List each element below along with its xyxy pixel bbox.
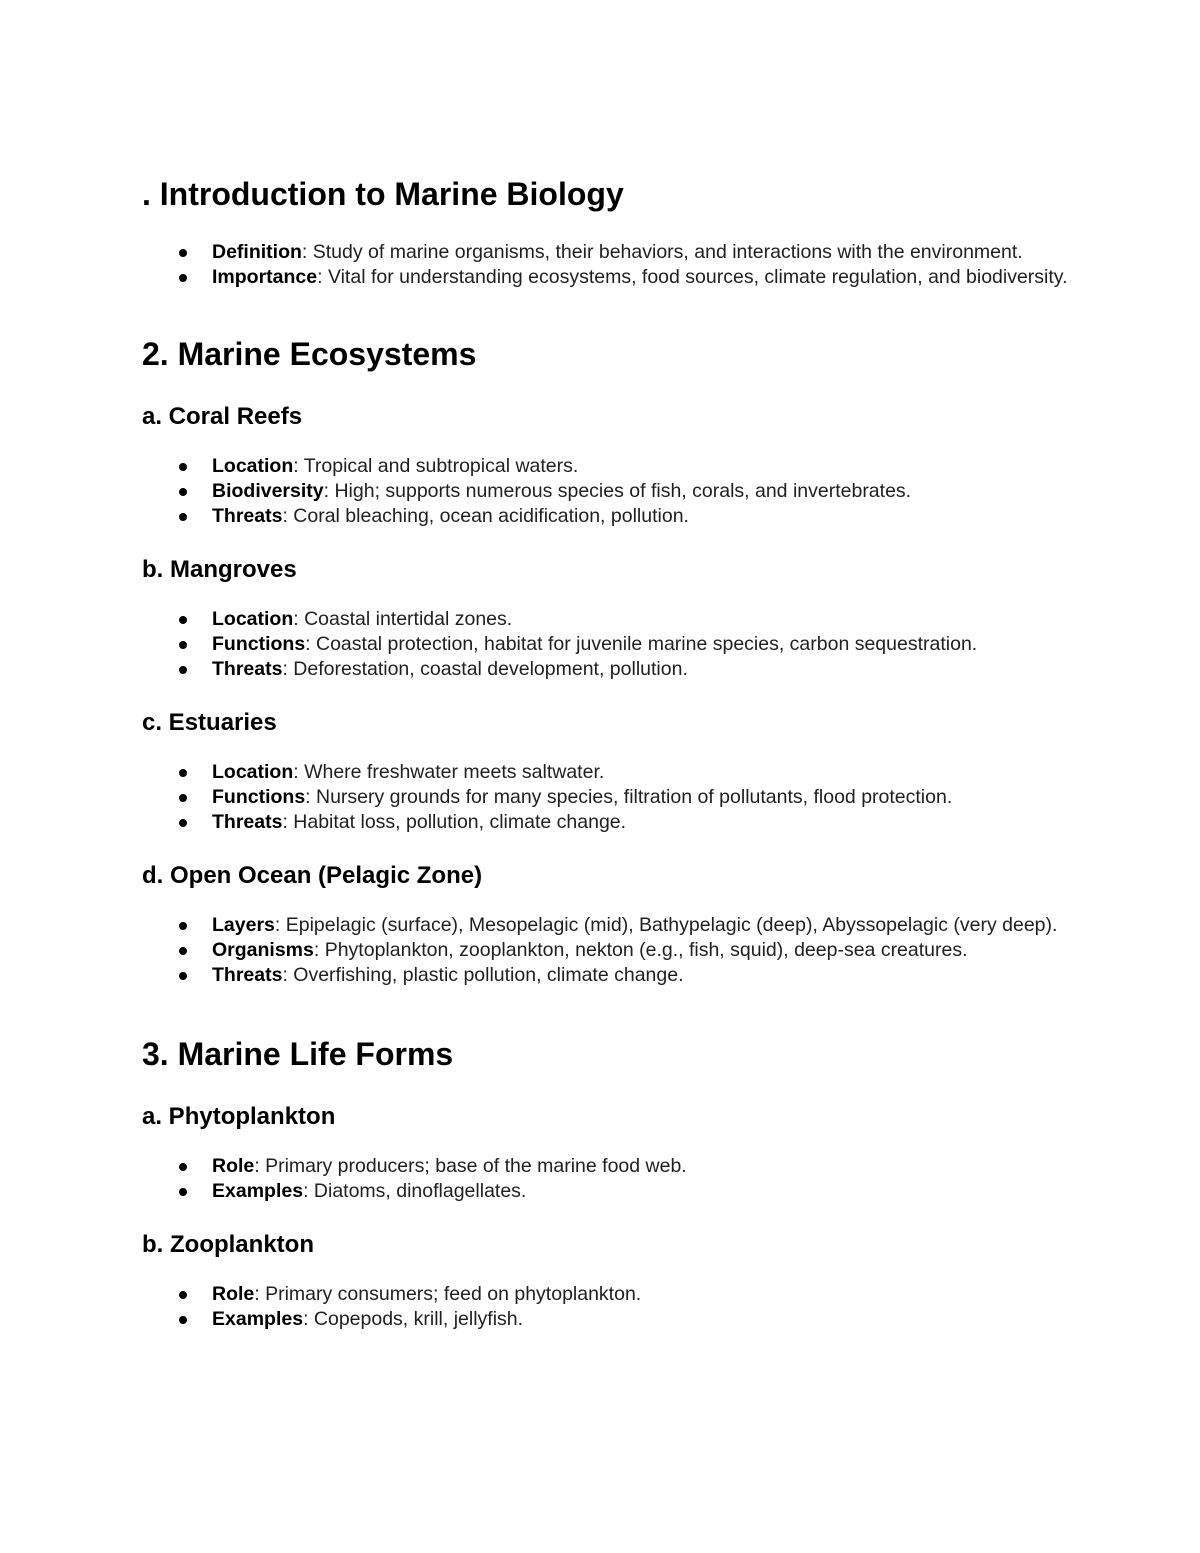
item-term: Functions	[212, 633, 306, 655]
subsection-heading-zooplankton: b. Zooplankton	[142, 1231, 314, 1258]
item-term: Threats	[212, 658, 283, 680]
phytoplankton-list	[142, 1154, 1072, 1204]
item-term: Location	[212, 455, 294, 477]
item-text: : Tropical and subtropical waters.	[293, 455, 579, 477]
item-term: Role	[212, 1155, 255, 1177]
bullet-icon	[179, 819, 187, 827]
item-text: : Coastal protection, habitat for juvenile marine species, carbon sequestration.	[305, 633, 978, 655]
list-item	[142, 760, 1072, 785]
bullet-icon	[179, 1163, 187, 1171]
list-item	[142, 632, 1072, 657]
item-term: Importance	[212, 266, 318, 288]
list-item	[142, 240, 1072, 265]
mangroves-list	[142, 607, 1072, 682]
list-item	[142, 1154, 1072, 1179]
item-term: Examples	[212, 1180, 304, 1202]
list-item	[142, 1179, 1072, 1204]
list-item	[142, 913, 1072, 938]
section-heading-introduction: . Introduction to Marine Biology	[142, 176, 624, 212]
list-item	[142, 607, 1072, 632]
section-heading-marine-life-forms: 3. Marine Life Forms	[142, 1036, 454, 1072]
bullet-icon	[179, 794, 187, 802]
item-text: : Deforestation, coastal development, pollution.	[282, 658, 688, 680]
item-text: : Coral bleaching, ocean acidification, pollution.	[282, 505, 689, 527]
item-term: Layers	[212, 914, 275, 936]
zooplankton-list	[142, 1282, 1072, 1332]
list-item	[142, 504, 1072, 529]
item-term: Location	[212, 761, 294, 783]
item-text: : Epipelagic (surface), Mesopelagic (mid), Bathypelagic (deep), Abyssopelagic (very deep).	[274, 914, 1058, 936]
subsection-heading-phytoplankton: a. Phytoplankton	[142, 1103, 336, 1130]
item-text: : Copepods, krill, jellyfish.	[303, 1308, 524, 1330]
bullet-icon	[179, 463, 187, 471]
bullet-icon	[179, 666, 187, 674]
item-text: : Primary producers; base of the marine food web.	[254, 1155, 687, 1177]
bullet-icon	[179, 1291, 187, 1299]
list-item	[142, 657, 1072, 682]
list-item	[142, 785, 1072, 810]
open-ocean-list	[142, 913, 1072, 988]
item-term: Examples	[212, 1308, 304, 1330]
bullet-icon	[179, 616, 187, 624]
coral-reefs-list	[142, 454, 1072, 529]
estuaries-list	[142, 760, 1072, 835]
list-item	[142, 479, 1072, 504]
item-text: : Coastal intertidal zones.	[293, 608, 513, 630]
bullet-icon	[179, 922, 187, 930]
item-term: Threats	[212, 964, 283, 986]
item-term: Location	[212, 608, 294, 630]
item-text: : Overfishing, plastic pollution, climate change.	[282, 964, 684, 986]
document-content	[142, 174, 1072, 1332]
item-text: : Vital for understanding ecosystems, food sources, climate regulation, and biodiversity.	[317, 266, 1068, 288]
bullet-icon	[179, 947, 187, 955]
bullet-icon	[179, 249, 187, 257]
list-item	[142, 963, 1072, 988]
list-item	[142, 454, 1072, 479]
bullet-icon	[179, 972, 187, 980]
item-term: Organisms	[212, 939, 314, 961]
bullet-icon	[179, 769, 187, 777]
bullet-icon	[179, 1316, 187, 1324]
item-term: Biodiversity	[212, 480, 324, 502]
item-term: Functions	[212, 786, 306, 808]
item-text: : Primary consumers; feed on phytoplankton.	[254, 1283, 642, 1305]
list-item	[142, 265, 1072, 290]
item-text: : Habitat loss, pollution, climate change.	[282, 811, 627, 833]
subsection-heading-coral-reefs: a. Coral Reefs	[142, 403, 303, 430]
item-text: : Diatoms, dinoflagellates.	[303, 1180, 527, 1202]
subsection-heading-mangroves: b. Mangroves	[142, 556, 297, 583]
item-text: : Phytoplankton, zooplankton, nekton (e.g., fish, squid), deep-sea creatures.	[313, 939, 968, 961]
item-term: Threats	[212, 811, 283, 833]
item-text: : Nursery grounds for many species, filtration of pollutants, flood protection.	[305, 786, 953, 808]
bullet-icon	[179, 1188, 187, 1196]
bullet-icon	[179, 513, 187, 521]
item-text: : High; supports numerous species of fish, corals, and invertebrates.	[323, 480, 912, 502]
bullet-icon	[179, 274, 187, 282]
section-heading-marine-ecosystems: 2. Marine Ecosystems	[142, 336, 477, 372]
bullet-icon	[179, 641, 187, 649]
list-item	[142, 1307, 1072, 1332]
subsection-heading-estuaries: c. Estuaries	[142, 709, 277, 736]
list-item	[142, 810, 1072, 835]
list-item	[142, 938, 1072, 963]
list-item	[142, 1282, 1072, 1307]
item-text: : Where freshwater meets saltwater.	[293, 761, 605, 783]
item-text: : Study of marine organisms, their behaviors, and interactions with the environment.	[301, 241, 1023, 263]
item-term: Threats	[212, 505, 283, 527]
subsection-heading-open-ocean: d. Open Ocean (Pelagic Zone)	[142, 862, 483, 889]
introduction-list	[142, 240, 1072, 290]
item-term: Definition	[212, 241, 302, 263]
item-term: Role	[212, 1283, 255, 1305]
bullet-icon	[179, 488, 187, 496]
